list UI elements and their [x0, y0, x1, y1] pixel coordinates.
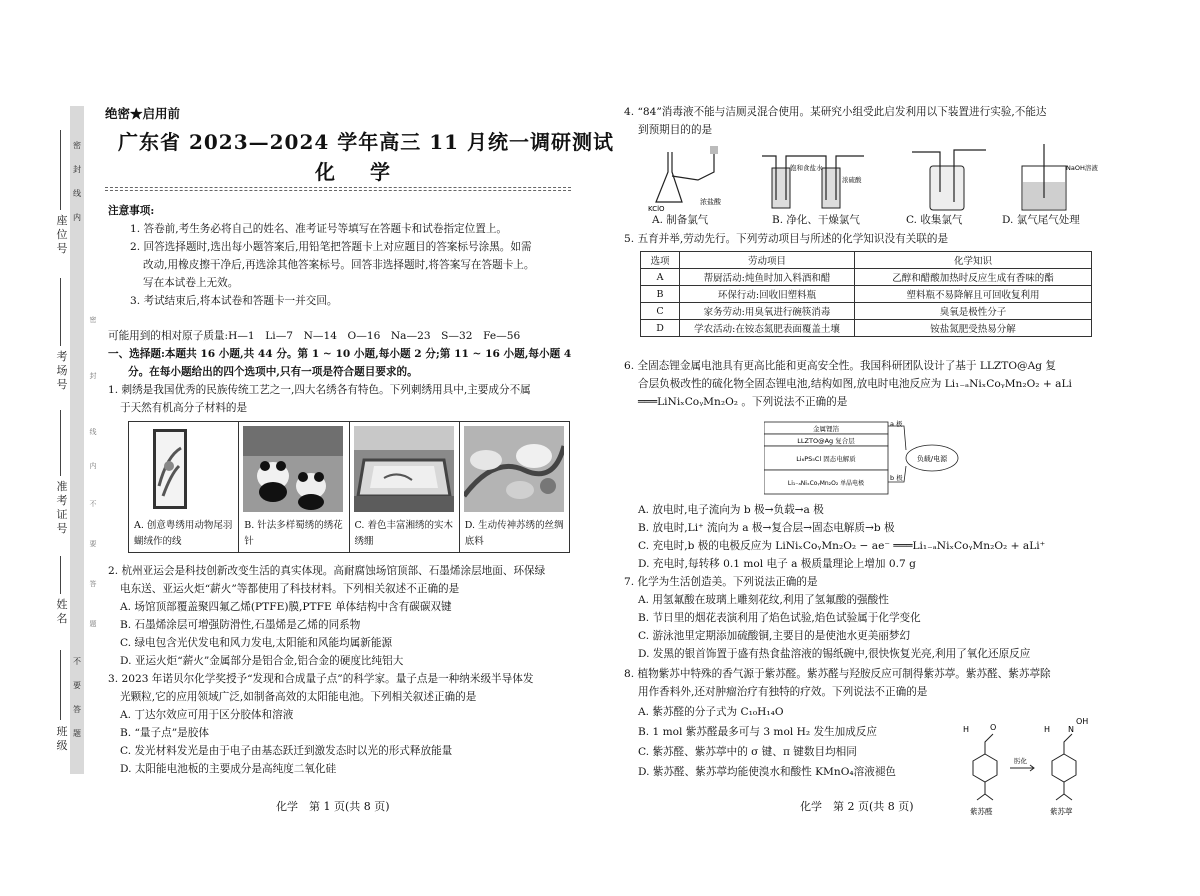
tiny-mark: 封	[89, 372, 97, 380]
name-label: 姓名	[56, 598, 68, 625]
q3-option: B. “量子点”是胶体	[120, 727, 209, 739]
q3-option: D. 太阳能电池板的主要成分是高纯度二氧化硅	[120, 763, 337, 775]
table-row	[641, 269, 1092, 286]
q8-option: C. 紫苏醛、紫苏葶中的 σ 键、π 键数目均相同	[638, 746, 857, 758]
notice-item: 2. 回答选择题时,选出每小题答案后,用铅笔把答题卡上对应题目的答案标号涂黑。如需	[130, 241, 532, 253]
apparatus-d-icon	[1008, 142, 1098, 212]
table-cell: 铵盐氮肥受热易分解	[855, 320, 1092, 337]
notice-item: 1. 答卷前,考生务必将自己的姓名、准考证号等填写在答题卡和试卷指定位置上。	[130, 223, 508, 235]
q6-option: D. 充电时,每转移 0.1 mol 电子 a 极质量理论上增加 0.7 g	[638, 558, 916, 570]
q2-option: D. 亚运火炬“薪火”金属部分是铝合金,铝合金的硬度比纯铝大	[120, 655, 404, 667]
brine-label: 饱和食盐水	[790, 164, 823, 172]
seat-number-label: 座位号	[56, 214, 68, 255]
strip-label: 答	[73, 705, 81, 714]
exam-title: 广东省 2023—2024 学年高三 11 月统一调研测试	[118, 130, 615, 154]
q2-option: A. 场馆顶部覆盖聚四氟乙烯(PTFE)膜,PTFE 单体结构中含有碳碳双键	[120, 601, 452, 613]
q2-stem-cont: 电东送、亚运火炬“薪火”等都使用了科技材料。下列相关叙述不正确的是	[120, 583, 460, 595]
tiny-mark: 题	[89, 620, 97, 628]
tiny-mark: 线	[89, 428, 97, 436]
q5-table	[640, 251, 1092, 337]
q1-option-c	[350, 422, 460, 552]
table-cell: B	[641, 286, 680, 303]
table-row	[641, 320, 1092, 337]
table-cell: 家务劳动:用臭氧进行碗筷消毒	[680, 303, 855, 320]
battery-diagram	[764, 420, 964, 498]
q8-stem-cont: 用作香料外,还对肿瘤治疗有独特的疗效。下列说法不正确的是	[638, 686, 928, 698]
section-heading: 一、选择题:本题共 16 小题,共 44 分。第 1 ~ 10 小题,每小题 2 分;第 11 ~ 16 小题,每小题 4	[108, 348, 572, 360]
strip-label: 密	[73, 141, 81, 150]
q8-option: D. 紫苏醛、紫苏葶均能使溴水和酸性 KMnO₄溶液褪色	[638, 766, 897, 778]
layer-electrolyte: Li₆PS₅Cl 固态电解质	[796, 455, 856, 463]
perillaldehyde-structure	[960, 718, 1110, 818]
apparatus-b-icon	[760, 142, 866, 212]
q3-stem: 3. 2023 年诺贝尔化学奖授予“发现和合成量子点”的科学家。量子点是一种纳米级半导体发	[108, 673, 534, 685]
o-atom: O	[990, 723, 997, 732]
q6-option: C. 充电时,b 极的电极反应为 LiNiₓCoᵧMn₂O₂ − ae⁻ ═══Li₁₋ₐNiₓCoᵧMn₂O₂ + aLi⁺	[638, 540, 1046, 552]
q1-image-table	[128, 421, 570, 553]
title-divider	[105, 187, 571, 191]
notice-item: 3. 考试结束后,将本试卷和答题卡一并交回。	[130, 295, 338, 307]
exam-subject: 化 学	[315, 160, 404, 184]
q1-stem-cont: 于天然有机高分子材料的是	[120, 402, 248, 414]
exam-room-label: 考场号	[56, 350, 68, 391]
q4-stem: 4. “84”消毒液不能与洁厕灵混合使用。某研究小组受此启发利用以下装置进行实验,不能达	[624, 106, 1047, 118]
kclo-label: KClO	[648, 205, 665, 212]
ticket-number-line	[60, 410, 61, 476]
seat-number-line	[60, 130, 61, 210]
q4-caption-c: C. 收集氯气	[906, 214, 963, 226]
perillartine-label: 紫苏葶	[1050, 807, 1073, 816]
table-cell: 塑料瓶不易降解且可回收复利用	[855, 286, 1092, 303]
q7-option: B. 节日里的烟花表演利用了焰色试验,焰色试验属于化学变化	[638, 612, 921, 624]
binding-strip	[70, 106, 84, 774]
strip-label: 要	[73, 681, 81, 690]
q5-stem: 5. 五育并举,劳动先行。下列劳动项目与所述的化学知识没有关联的是	[624, 233, 949, 245]
table-cell: 帮厨活动:炖鱼时加入料酒和醋	[680, 269, 855, 286]
q6-stem-cont: 合层负极改性的硫化物全固态锂电池,结构如图,放电时电池反应为 Li₁₋ₐNiₓCoᵧMn₂O₂ + aLi	[638, 378, 1072, 390]
table-header: 劳动项目	[680, 252, 855, 269]
strip-label: 线	[73, 189, 81, 198]
table-cell: 乙醇和醋酸加热时反应生成有香味的酯	[855, 269, 1092, 286]
h-atom: H	[1044, 725, 1051, 734]
q8-stem: 8. 植物紫苏中特殊的香气源于紫苏醛。紫苏醛与羟胺反应可制得紫苏葶。紫苏醛、紫苏葶除	[624, 668, 1051, 680]
h-atom: H	[963, 725, 970, 734]
strip-label: 封	[73, 165, 81, 174]
pole-a: a 极	[890, 420, 903, 428]
q1-option-b	[239, 422, 349, 552]
table-cell: 学农活动:在铵态氮肥表面覆盖土壤	[680, 320, 855, 337]
tiny-mark: 不	[89, 500, 97, 508]
table-header: 化学知识	[855, 252, 1092, 269]
q2-stem: 2. 杭州亚运会是科技创新改变生活的真实体现。高耐腐蚀场馆顶部、石墨烯涂层地面、环保绿	[108, 565, 546, 577]
sulfuric-label: 浓硫酸	[842, 176, 862, 184]
name-line	[60, 556, 61, 594]
apparatus-a-icon	[648, 142, 738, 212]
strip-label: 题	[73, 729, 81, 738]
q2-option: C. 绿电包含光伏发电和风力发电,太阳能和风能均属新能源	[120, 637, 393, 649]
embroidery-thread-image	[133, 426, 233, 512]
table-header-row	[641, 252, 1092, 269]
ticket-number-label: 准考证号	[56, 480, 68, 535]
q6-option: B. 放电时,Li⁺ 流向为 a 极→复合层→固态电解质→b 极	[638, 522, 895, 534]
q8-option: A. 紫苏醛的分子式为 C₁₀H₁₄O	[638, 706, 784, 718]
panda-embroidery-image	[243, 426, 343, 512]
q1-option-a	[129, 422, 239, 552]
tiny-mark: 内	[89, 462, 97, 470]
load-label: 负载/电源	[916, 455, 948, 463]
notice-heading: 注意事项:	[108, 205, 155, 217]
q1-caption-c: C. 着色丰富湘绣的实木绣绷	[354, 520, 453, 547]
layer-composite: LLZTO@Ag 复合层	[797, 437, 855, 445]
q8-option: B. 1 mol 紫苏醛最多可与 3 mol H₂ 发生加成反应	[638, 726, 878, 738]
class-line	[60, 650, 61, 720]
tiny-mark: 密	[89, 316, 97, 324]
q2-option: B. 石墨烯涂层可增强防滑性,石墨烯是乙烯的同系物	[120, 619, 361, 631]
section-heading-cont: 分。在每小题给出的四个选项中,只有一项是符合题目要求的。	[128, 366, 418, 378]
notice-item: 改动,用橡皮擦干净后,再选涂其他答案标号。回答非选择题时,将答案写在答题卡上。	[143, 259, 535, 271]
tiny-mark: 答	[89, 580, 97, 588]
q6-stem: 6. 全固态锂金属电池具有更高比能和更高安全性。我国科研团队设计了基于 LLZTO@Ag 复	[624, 360, 1057, 372]
q1-caption-d: D. 生动传神苏绣的丝绸底料	[464, 520, 564, 547]
layer-lithium: 金属锂箔	[813, 425, 839, 433]
q1-caption-b: B. 针法多样蜀绣的绣花针	[244, 520, 343, 547]
footer-page-2: 化学 第 2 页(共 8 页)	[800, 800, 914, 813]
q6-stem-cont2: ═══LiNiₓCoᵧMn₂O₂ 。下列说法不正确的是	[638, 396, 848, 408]
strip-label: 内	[73, 213, 81, 222]
embroidery-frame-image	[354, 426, 454, 512]
q1-caption-a: A. 创意粤绣用动物尾羽蝴绒作的线	[134, 520, 233, 547]
secret-mark: 绝密★启用前	[105, 106, 181, 121]
table-cell: D	[641, 320, 680, 337]
q7-option: A. 用氢氟酸在玻璃上雕刻花纹,利用了氢氟酸的强酸性	[638, 594, 889, 606]
q3-stem-cont: 光颗粒,它的应用领域广泛,如制备高效的太阳能电池。下列相关叙述正确的是	[120, 691, 477, 703]
table-cell: 臭氧是极性分子	[855, 303, 1092, 320]
footer-page-1: 化学 第 1 页(共 8 页)	[276, 800, 390, 813]
q3-option: C. 发光材料发光是由于电子由基态跃迁到激发态时以光的形式释放能量	[120, 745, 453, 757]
n-atom: N	[1068, 725, 1074, 734]
q7-option: C. 游泳池里定期添加硫酸铜,主要目的是使池水更美丽梦幻	[638, 630, 911, 642]
layer-cathode: Li₁₋ₐNiₓCoᵧMn₂O₂ 单晶电极	[787, 480, 865, 487]
table-cell: C	[641, 303, 680, 320]
table-row	[641, 286, 1092, 303]
table-row	[641, 303, 1092, 320]
pole-b: b 极	[890, 474, 903, 482]
apparatus-c-icon	[904, 142, 994, 212]
class-label: 班级	[56, 725, 68, 752]
silk-embroidery-image	[464, 426, 564, 512]
q1-option-d	[460, 422, 569, 552]
table-cell: A	[641, 269, 680, 286]
table-header: 选项	[641, 252, 680, 269]
notice-item: 写在本试卷上无效。	[143, 277, 239, 289]
q4-caption-d: D. 氯气尾气处理	[1002, 214, 1080, 226]
q4-caption-b: B. 净化、干燥氯气	[772, 214, 860, 226]
q4-caption-a: A. 制备氯气	[652, 214, 709, 226]
atomic-masses: 可能用到的相对原子质量:H—1 Li—7 N—14 O—16 Na—23 S—32 Fe—56	[108, 330, 521, 342]
q3-option: A. 丁达尔效应可用于区分胶体和溶液	[120, 709, 294, 721]
strip-label: 不	[73, 657, 81, 666]
perillaldehyde-label: 紫苏醛	[970, 807, 993, 816]
q1-stem: 1. 刺绣是我国优秀的民族传统工艺之一,四大名绣各有特色。下列刺绣用具中,主要成分不属	[108, 384, 531, 396]
q7-option: D. 发黑的银首饰置于盛有热食盐溶液的锡纸碗中,很快恢复光亮,利用了氧化还原反应	[638, 648, 1031, 660]
oximation-label: 肟化	[1014, 757, 1027, 765]
table-cell: 环保行动:回收旧塑料瓶	[680, 286, 855, 303]
q4-stem-cont: 到预期目的的是	[638, 124, 713, 136]
oh-group: OH	[1076, 718, 1089, 726]
q7-stem: 7. 化学为生活创造美。下列说法正确的是	[624, 576, 818, 588]
q6-option: A. 放电时,电子流向为 b 极→负载→a 极	[638, 504, 824, 516]
hcl-label: 浓盐酸	[700, 198, 721, 206]
exam-room-line	[60, 278, 61, 346]
tiny-mark: 要	[89, 540, 97, 548]
naoh-label: NaOH溶液	[1066, 164, 1098, 172]
